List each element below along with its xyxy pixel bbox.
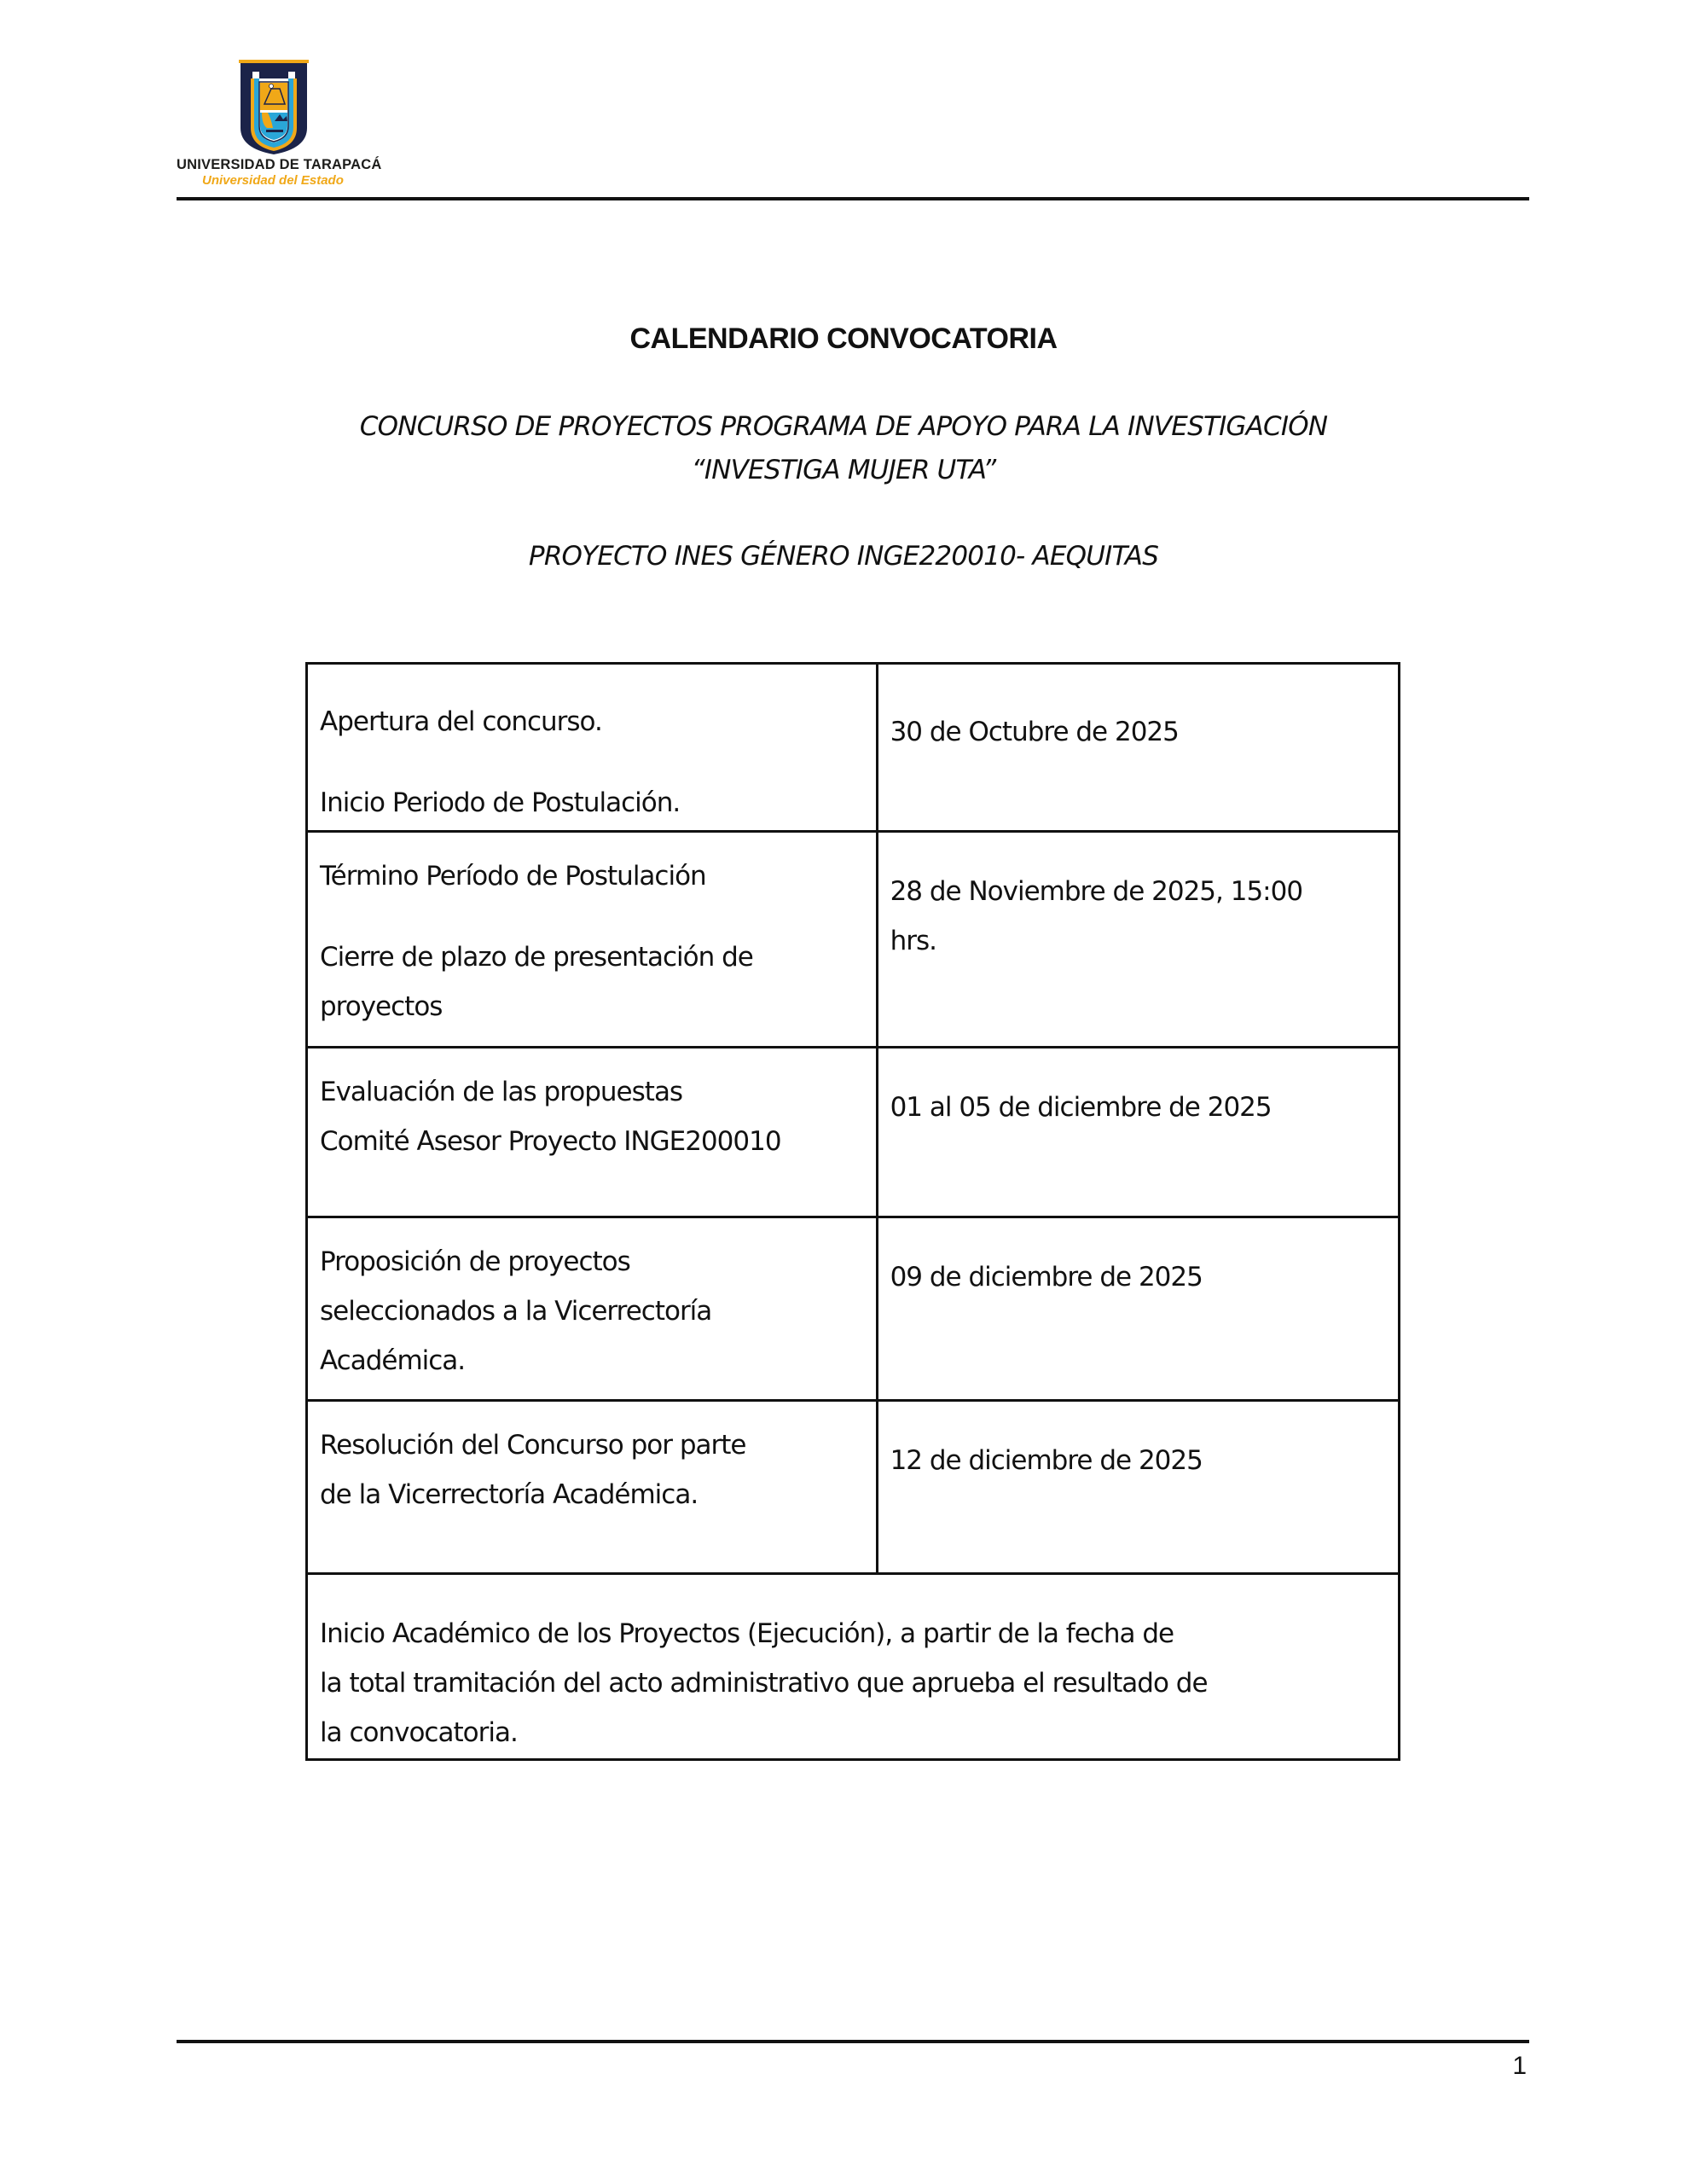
event-cell <box>307 1217 878 1401</box>
university-logo <box>175 60 382 196</box>
table-row <box>307 664 1400 832</box>
event-text: seleccionados a la Vicerrectoría <box>320 1296 712 1327</box>
event-text: Comité Asesor Proyecto INGE200010 <box>320 1126 781 1157</box>
date-text: 09 de diciembre de 2025 <box>890 1262 1203 1292</box>
header-divider <box>177 197 1529 200</box>
table-row <box>307 1401 1400 1574</box>
document-subtitle-line-1: CONCURSO DE PROYECTOS PROGRAMA DE APOYO PARA LA INVESTIGACIÓN <box>359 411 1328 442</box>
event-cell <box>307 832 878 1048</box>
final-note-cell <box>307 1574 1400 1760</box>
event-cell <box>307 1401 878 1574</box>
date-text: 30 de Octubre de 2025 <box>890 717 1179 747</box>
event-text: de la Vicerrectoría Académica. <box>320 1479 699 1510</box>
table-row <box>307 1048 1400 1217</box>
table-row <box>307 1217 1400 1401</box>
event-cell <box>307 1048 878 1217</box>
event-text: Resolución del Concurso por parte <box>320 1430 746 1461</box>
event-text: Inicio Periodo de Postulación. <box>320 787 681 818</box>
event-text: Cierre de plazo de presentación de <box>320 942 753 973</box>
university-name: UNIVERSIDAD DE TARAPACÁ <box>177 157 382 172</box>
document-subtitle-line-2: “INVESTIGA MUJER UTA” <box>691 455 996 485</box>
date-cell <box>877 664 1399 832</box>
final-note-text: Inicio Académico de los Proyectos (Ejecución), a partir de la fecha de <box>320 1618 1174 1649</box>
final-note-text: la convocatoria. <box>320 1717 518 1748</box>
university-subtitle: Universidad del Estado <box>202 173 344 188</box>
event-text: Proposición de proyectos <box>320 1246 630 1277</box>
university-crest-icon <box>239 60 309 155</box>
date-cell <box>877 1048 1399 1217</box>
date-text: 01 al 05 de diciembre de 2025 <box>890 1092 1272 1123</box>
project-line: PROYECTO INES GÉNERO INGE220010- AEQUITAS <box>528 541 1159 572</box>
page-number: 1 <box>1512 2052 1527 2080</box>
date-text: 28 de Noviembre de 2025, 15:00 <box>890 876 1303 907</box>
date-cell <box>877 1217 1399 1401</box>
event-cell <box>307 664 878 832</box>
event-text: Académica. <box>320 1345 466 1376</box>
date-cell <box>877 832 1399 1048</box>
document-title: CALENDARIO CONVOCATORIA <box>629 322 1058 355</box>
calendar-table <box>305 662 1400 1761</box>
event-text: proyectos <box>320 991 443 1022</box>
event-text: Apertura del concurso. <box>320 706 602 737</box>
table-row <box>307 832 1400 1048</box>
date-text: 12 de diciembre de 2025 <box>890 1445 1203 1476</box>
table-row-final <box>307 1574 1400 1760</box>
event-text: Evaluación de las propuestas <box>320 1077 683 1107</box>
footer-divider <box>177 2040 1529 2043</box>
date-cell <box>877 1401 1399 1574</box>
date-text: hrs. <box>890 926 936 956</box>
event-text: Término Período de Postulación <box>320 861 706 892</box>
final-note-text: la total tramitación del acto administrativo que aprueba el resultado de <box>320 1668 1208 1699</box>
